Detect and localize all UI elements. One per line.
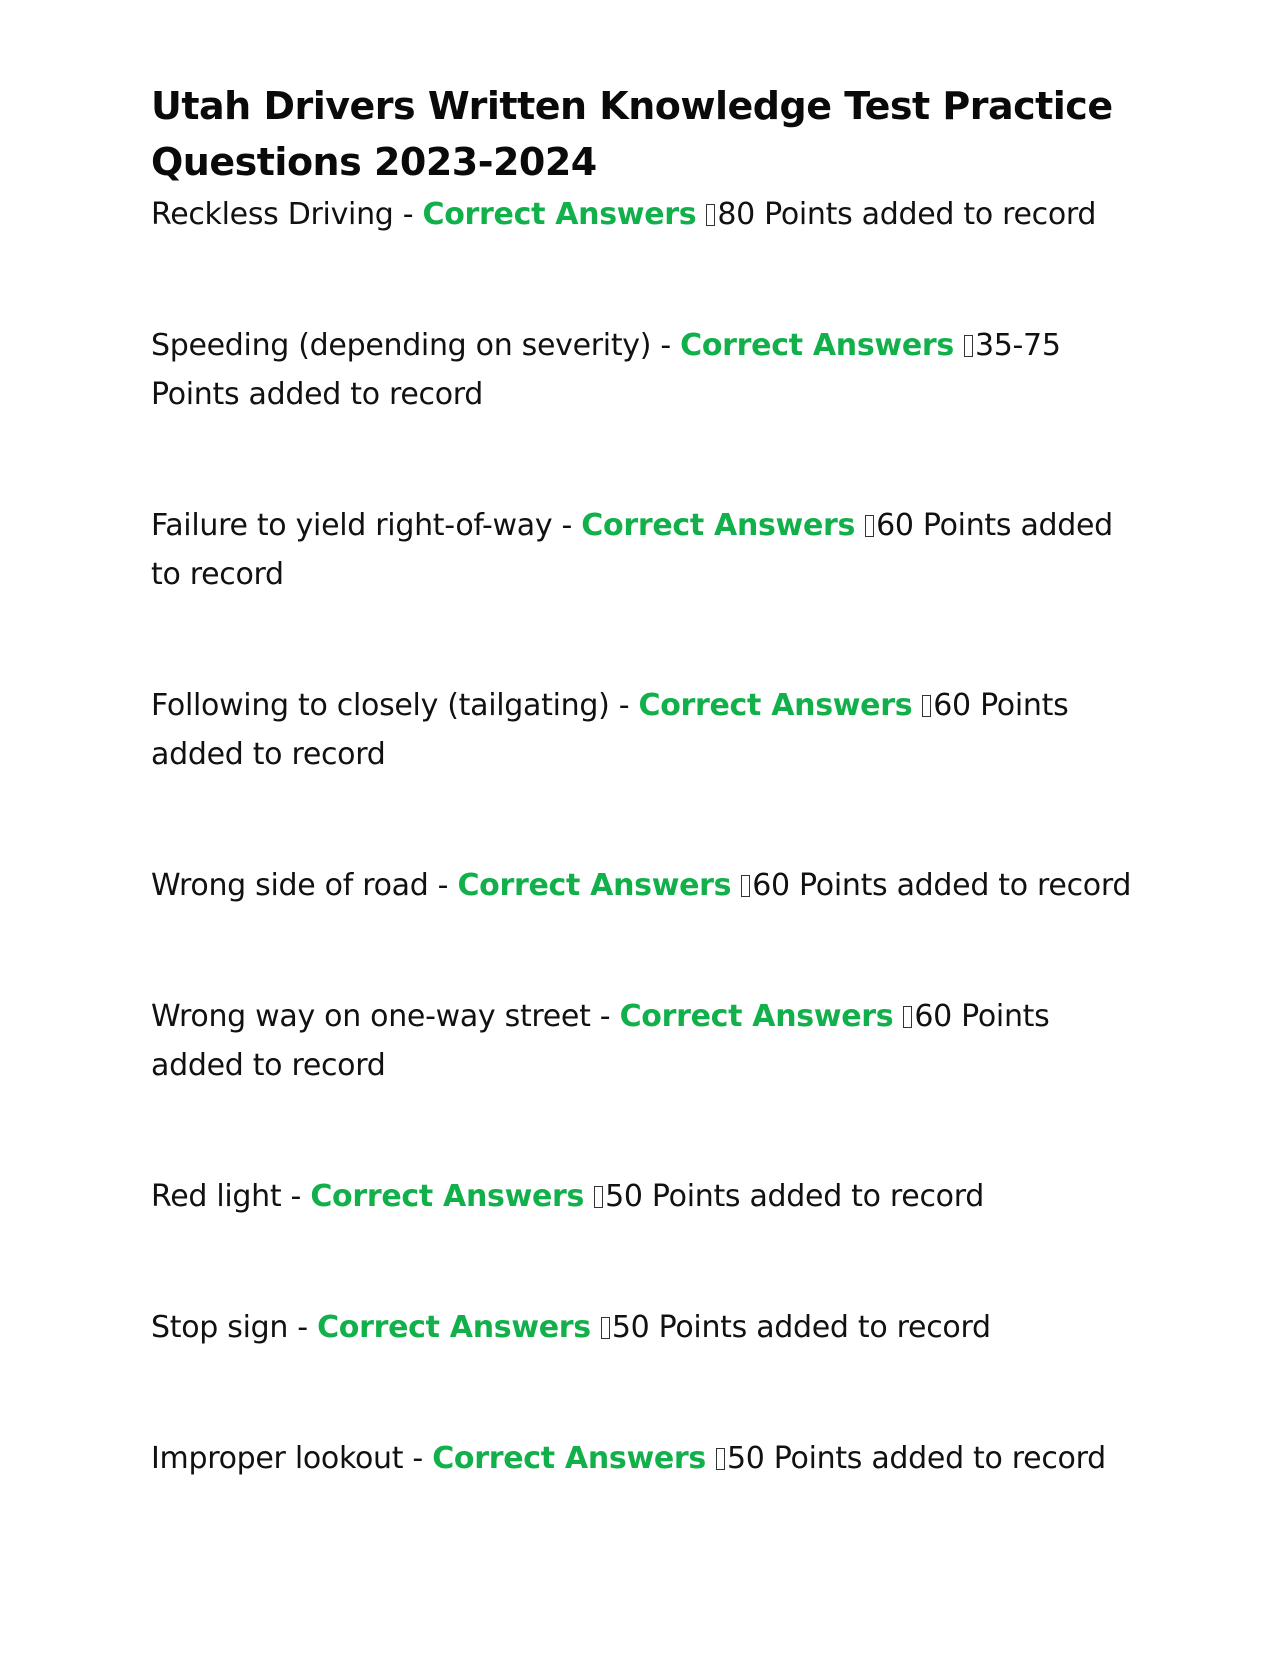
question-text: Stop sign -: [151, 1310, 318, 1345]
correct-answers-label: Correct Answers: [317, 1310, 591, 1345]
qa-item: [151, 190, 1136, 239]
correct-answers-label: Correct Answers: [457, 868, 732, 903]
answer-text: 60 Points added to record: [151, 688, 1069, 772]
correct-answers-label: Correct Answers: [422, 197, 697, 232]
qa-item: [151, 321, 1136, 419]
question-text: Improper lookout -: [151, 1441, 433, 1476]
missing-glyph-icon: [922, 695, 931, 717]
qa-item: [151, 861, 1136, 910]
qa-item: [151, 1303, 1136, 1352]
question-text: Failure to yield right-of-way -: [151, 508, 582, 543]
missing-glyph-icon: [594, 1186, 603, 1208]
missing-glyph-icon: [741, 875, 750, 897]
answer-text: 50 Points added to record: [726, 1441, 1106, 1476]
qa-item: [151, 681, 1136, 779]
qa-item: [151, 1172, 1136, 1221]
missing-glyph-icon: [706, 204, 715, 226]
correct-answers-label: Correct Answers: [680, 328, 954, 363]
answer-text: 80 Points added to record: [717, 197, 1097, 232]
answer-text: 35-75 Points added to record: [151, 328, 1061, 412]
missing-glyph-icon: [903, 1006, 912, 1028]
missing-glyph-icon: [964, 335, 973, 357]
correct-answers-label: Correct Answers: [638, 688, 913, 723]
document-title: Utah Drivers Written Knowledge Test Practice Questions 2023-2024: [151, 84, 1113, 184]
qa-item: [151, 501, 1136, 599]
correct-answers-label: Correct Answers: [310, 1179, 585, 1214]
missing-glyph-icon: [601, 1317, 610, 1339]
answer-text: 60 Points added to record: [151, 508, 1113, 592]
qa-item: [151, 992, 1136, 1090]
missing-glyph-icon: [865, 515, 874, 537]
question-text: Wrong way on one-way street -: [151, 999, 620, 1034]
question-text: Red light -: [151, 1179, 311, 1214]
missing-glyph-icon: [716, 1448, 725, 1470]
correct-answers-label: Correct Answers: [619, 999, 894, 1034]
answer-text: 60 Points added to record: [151, 999, 1050, 1083]
qa-item: [151, 1434, 1136, 1483]
answer-text: 50 Points added to record: [611, 1310, 991, 1345]
answer-text: 50 Points added to record: [605, 1179, 984, 1214]
correct-answers-label: Correct Answers: [581, 508, 856, 543]
question-text: Reckless Driving -: [151, 197, 423, 232]
answer-text: 60 Points added to record: [752, 868, 1132, 903]
correct-answers-label: Correct Answers: [432, 1441, 706, 1476]
document-page: [151, 78, 1136, 1483]
question-text: Wrong side of road -: [151, 868, 458, 903]
question-text: Speeding (depending on severity) -: [151, 328, 681, 363]
question-text: Following to closely (tailgating) -: [151, 688, 639, 723]
